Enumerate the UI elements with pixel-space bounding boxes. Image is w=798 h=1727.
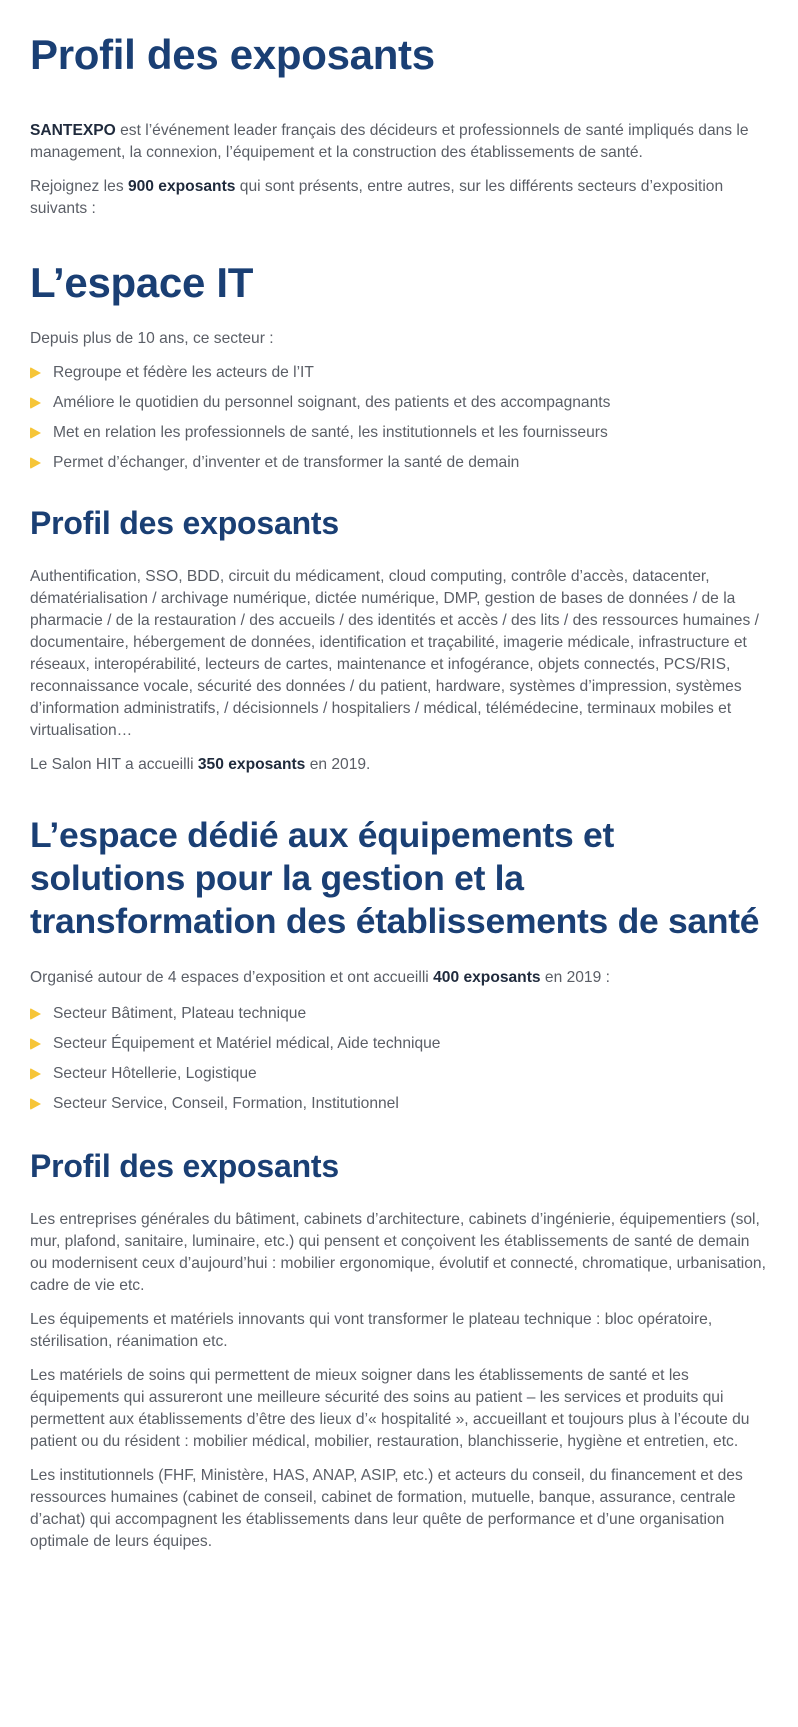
triangle-bullet-icon — [30, 1008, 41, 1020]
it-bullet-list — [30, 362, 770, 474]
equipment-profile-paragraph: Les entreprises générales du bâtiment, cabinets d’architecture, cabinets d’ingénierie, équipementiers (sol, mur, plafond, sanitaire, luminaire, etc.) qui pensent et conçoivent les établissements de santé de demain ou modernisent ceux d’aujourd’hui : mobilier ergonomique, évolutif et connecté, chromatique, urbanisation, cadre de vie etc. — [30, 1211, 766, 1294]
triangle-bullet-icon — [30, 367, 41, 379]
equipment-exhibitor-count: 400 exposants — [433, 969, 541, 986]
list-item — [30, 452, 770, 474]
list-item-text: Secteur Service, Conseil, Formation, Institutionnel — [53, 1095, 399, 1112]
intro-paragraph — [30, 120, 770, 164]
join-text-after: qui sont présents, entre autres, sur les différents secteurs d’exposition suivants : — [30, 178, 724, 217]
equipment-profile-paragraph: Les matériels de soins qui permettent de mieux soigner dans les établissements de santé et les équipements qui assureront une meilleure sécurité des soins au patient – les services et produits qui permettent aux établissements d’être des lieux d’« hospitalité », accueillant et toujours plus à l’écoute du patient ou du résident : mobilier médical, mobilier, restauration, blanchisserie, hygiène et entretien, etc. — [30, 1367, 750, 1450]
triangle-bullet-icon — [30, 427, 41, 439]
triangle-bullet-icon — [30, 397, 41, 409]
list-item-text: Met en relation les professionnels de santé, les institutionnels et les fournisseurs — [53, 424, 608, 441]
equipment-lead-before: Organisé autour de 4 espaces d’exposition et ont accueilli — [30, 969, 434, 986]
list-item-text: Secteur Bâtiment, Plateau technique — [53, 1005, 307, 1022]
equipment-lead-after: en 2019 : — [540, 969, 610, 986]
list-item — [30, 392, 770, 414]
triangle-bullet-icon — [30, 457, 41, 469]
it-lead: Depuis plus de 10 ans, ce secteur : — [30, 330, 274, 347]
it-stat-after: en 2019. — [305, 756, 371, 773]
page-title: Profil des exposants — [30, 31, 435, 78]
equipment-profile-title: Profil des exposants — [30, 1148, 339, 1184]
list-item — [30, 1093, 770, 1115]
list-item — [30, 1063, 770, 1085]
it-profile-title: Profil des exposants — [30, 505, 339, 541]
it-profile-text: Authentification, SSO, BDD, circuit du médicament, cloud computing, contrôle d’accès, datacenter, dématérialisation / archivage numérique, dictée numérique, DMP, gestion de bases de données / de la pharmacie / de la restauration / des accueils / des identités et accès / des lits / des ressources humaines / documentaire, hébergement de données, identification et traçabilité, imagerie médicale, infrastructure et réseaux, interopérabilité, lecteurs de cartes, maintenance et infogérance, objets connectés, PCS/RIS, reconnaissance vocale, sécurité des données / du patient, hardware, systèmes d’impression, systèmes d’information administratifs, / décisionnels / hospitaliers / médical, télémédecine, terminaux mobiles et virtualisation… — [30, 568, 759, 739]
it-exhibitor-count: 350 exposants — [197, 756, 306, 773]
equipment-profile-paragraph: Les institutionnels (FHF, Ministère, HAS, ANAP, ASIP, etc.) et acteurs du conseil, du financement et des ressources humaines (cabinet de conseil, cabinet de formation, mutuelle, banque, assurance, centrale d’achat) qui accompagnent les établissements dans leur quête de performance et d’une organisation optimale de leurs équipes. — [30, 1467, 743, 1550]
triangle-bullet-icon — [30, 1038, 41, 1050]
join-paragraph — [30, 176, 770, 220]
equipment-section-title: L’espace dédié aux équipements et solutions pour la gestion et la transformation des établissements de santé — [30, 815, 760, 941]
it-stat — [30, 754, 770, 776]
list-item — [30, 1033, 770, 1055]
brand-name: SANTEXPO — [30, 122, 116, 139]
triangle-bullet-icon — [30, 1098, 41, 1110]
list-item-text: Regroupe et fédère les acteurs de l’IT — [53, 364, 314, 381]
list-item — [30, 362, 770, 384]
it-stat-before: Le Salon HIT a accueilli — [30, 756, 198, 773]
equipment-profile-paragraph: Les équipements et matériels innovants qui vont transformer le plateau technique : bloc opératoire, stérilisation, réanimation etc. — [30, 1311, 713, 1350]
list-item — [30, 1003, 770, 1025]
list-item — [30, 422, 770, 444]
equipment-lead — [30, 967, 770, 989]
exhibitor-count: 900 exposants — [127, 178, 236, 195]
list-item-text: Améliore le quotidien du personnel soignant, des patients et des accompagnants — [53, 394, 611, 411]
list-item-text: Secteur Équipement et Matériel médical, Aide technique — [53, 1035, 441, 1052]
list-item-text: Permet d’échanger, d’inventer et de transformer la santé de demain — [53, 454, 520, 471]
intro-text: est l’événement leader français des décideurs et professionnels de santé impliqués dans le management, la connexion, l’équipement et la construction des établissements de santé. — [30, 122, 749, 161]
equipment-bullet-list — [30, 1003, 770, 1115]
it-section-title: L’espace IT — [30, 259, 254, 306]
list-item-text: Secteur Hôtellerie, Logistique — [53, 1065, 257, 1082]
join-text-before: Rejoignez les — [30, 178, 128, 195]
triangle-bullet-icon — [30, 1068, 41, 1080]
